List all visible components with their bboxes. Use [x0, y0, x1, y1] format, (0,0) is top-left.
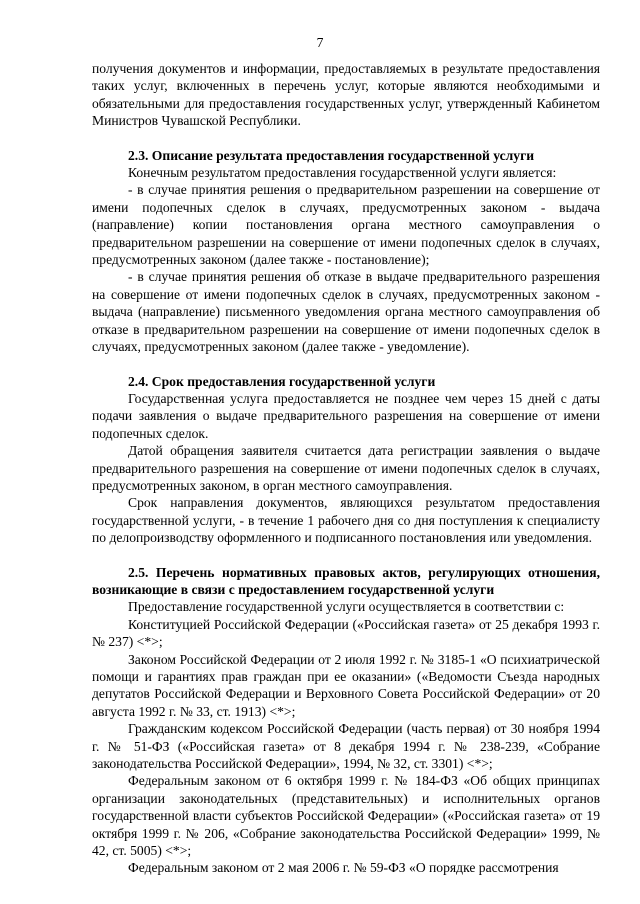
paragraph: - в случае принятия решения о предварительном разрешении на совершение от имени подопечных сделок в случаях, предусмотренных законом - выдача (направление) копии постановления органа местного самоуправления о предварительном разрешении на совершение от имени подопечных сделок в случаях, предусмотренных законом (далее также - постановление); — [92, 182, 600, 268]
paragraph: Срок направления документов, являющихся результатом предоставления государственной услуги, - в течение 1 рабочего дня со дня поступления к специалисту по делопроизводству оформленного и подписанного постановления или уведомления. — [92, 495, 600, 546]
paragraph: Предоставление государственной услуги осуществляется в соответствии с: — [128, 599, 565, 615]
paragraph: Конечным результатом предоставления государственной услуги является: — [128, 165, 557, 181]
paragraph: Государственная услуга предоставляется не позднее чем через 15 дней с даты подачи заявления о выдаче предварительного разрешения на совершение от имени подопечных сделок. — [92, 390, 600, 441]
intro-paragraph: получения документов и информации, предоставляемых в результате предоставления таких услуг, включенных в перечень услуг, которые являются необходимыми и обязательными для предоставления государственных услуг, утвержденный Кабинетом Министров Чувашской Республики. — [92, 61, 600, 129]
section-2-3-heading: 2.3. Описание результата предоставления государственной услуги — [128, 147, 535, 163]
page-number: 7 — [316, 35, 324, 50]
section-2-4-heading: 2.4. Срок предоставления государственной услуги — [128, 373, 436, 389]
paragraph: Гражданским кодексом Российской Федерации (часть первая) от 30 ноября 1994 г. № 51-ФЗ («Российская газета» от 8 декабря 1994 г. № 238-239, «Собрание законодательства Российской Федерации», 1994, № 32, ст. 3301) <*>; — [92, 721, 600, 772]
paragraph: Датой обращения заявителя считается дата регистрации заявления о выдаче предварительного разрешения на совершение от имени подопечных сделок в случаях, предусмотренных законом, в орган местного самоуправления. — [92, 443, 600, 493]
paragraph: Федеральным законом от 2 мая 2006 г. № 59-ФЗ «О порядке рассмотрения — [128, 860, 559, 876]
paragraph: - в случае принятия решения об отказе в выдаче предварительного разрешения на совершение от имени подопечных сделок в случаях, предусмотренных законом - выдача (направление) письменного уведомления органа местного самоуправления об отказе в предварительном разрешении на совершение от имени подопечных сделок в случаях, предусмотренных законом (далее также - уведомление). — [92, 269, 600, 355]
paragraph: Федеральным законом от 6 октября 1999 г. № 184-ФЗ «Об общих принципах организации законодательных (представительных) и исполнительных органов государственной власти субъектов Российской Федерации» («Российская газета» от 19 октября 1999 г. № 206, «Собрание законодательства Российской Федерации» 1999, № 42, ст. 5005) <*>; — [92, 773, 600, 859]
section-2-5-heading: 2.5. Перечень нормативных правовых актов, регулирующих отношения, возникающие в связи с предоставлением государственной услуги — [92, 564, 600, 597]
document-body — [92, 60, 600, 877]
paragraph: Конституцией Российской Федерации («Российская газета» от 25 декабря 1993 г. № 237) <*>; — [92, 616, 600, 650]
paragraph: Законом Российской Федерации от 2 июля 1992 г. № 3185-1 «О психиатрической помощи и гарантиях прав граждан при ее оказании» («Ведомости Съезда народных депутатов Российской Федерации и Верховного Совета Российской Федерации» от 20 августа 1992 г. № 33, ст. 1913) <*>; — [92, 651, 600, 719]
